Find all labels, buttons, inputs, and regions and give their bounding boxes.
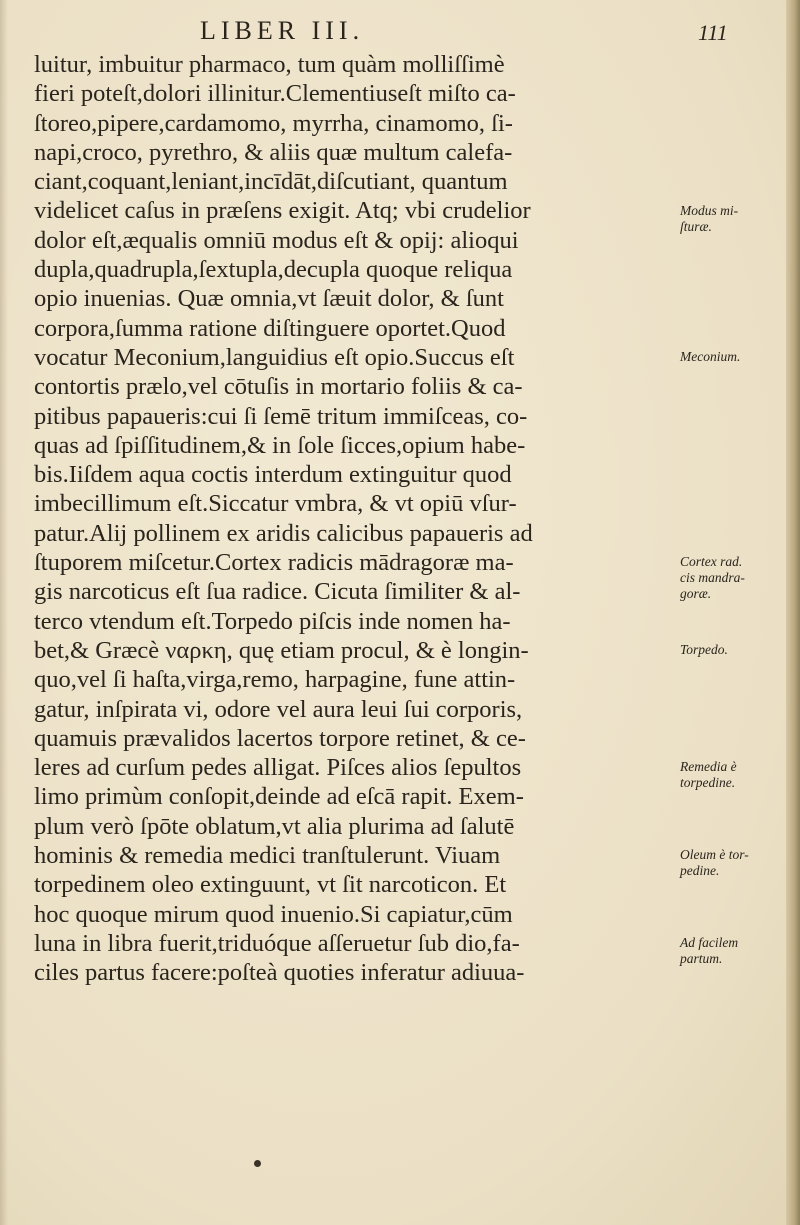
text-line: leres ad curſum pedes alligat. Piſces alios ſepultos [34, 754, 522, 782]
margin-note-remedia [680, 759, 788, 791]
text-line: luna in libra fuerit,triduóque aſſeruetur ſub dio,fa- [34, 929, 520, 957]
margin-note-line: Torpedo. [680, 642, 728, 657]
page-number: 111 [698, 20, 728, 45]
margin-note-line: ſturæ. [680, 218, 712, 234]
text-line: videlicet caſus in præſens exigit. Atq; vbi crudelior [34, 197, 531, 225]
text-line: hoc quoque mirum quod inuenio.Si capiatur,cūm [34, 900, 513, 928]
text-line: gis narcoticus eſt ſua radice. Cicuta ſimiliter & al- [34, 578, 521, 606]
margin-note-line: Modus mi- [680, 202, 739, 218]
text-line: napi,croco, pyrethro, & aliis quæ multum calefa- [34, 138, 513, 166]
text-line: ciant,coquant,leniant,incīdāt,diſcutiant, quantum [34, 168, 508, 196]
text-line: hominis & remedia medici tranſtulerunt. Viuam [34, 842, 501, 870]
text-line: ciles partus facere:poſteà quoties inferatur adiuua- [34, 959, 525, 987]
margin-note-line: partum. [680, 951, 723, 966]
text-line: quas ad ſpiſſitudinem,& in ſole ſicces,opium habe- [34, 431, 526, 459]
margin-note-line: Meconium. [680, 349, 741, 364]
margin-note-line: Ad facilem [680, 935, 739, 950]
text-line: bet,& Græcè ναρκη, quę etiam procul, & è longin- [34, 636, 529, 664]
margin-note-cortex [680, 554, 788, 602]
text-line: terco vtendum eſt.Torpedo piſcis inde nomen ha- [34, 607, 511, 635]
margin-note-line: Remedia è [680, 759, 737, 775]
text-line: plum verò ſpōte oblatum,vt alia plurima ad ſalutē [34, 812, 515, 840]
text-line: dolor eſt,æqualis omniū modus eſt & opij: alioqui [34, 226, 519, 254]
margin-note-line: pedine. [680, 863, 720, 879]
running-head: LIBER III. [200, 16, 365, 45]
text-line: quo,vel ſi haſta,virga,remo, harpagine, fune attin- [34, 666, 516, 694]
page-fore-edge [786, 0, 800, 1225]
text-line: luitur, imbuitur pharmaco, tum quàm molliſſimè [34, 51, 505, 78]
margin-note-torpedo [680, 642, 788, 658]
margin-note-partum [680, 935, 788, 967]
page-header [0, 10, 800, 50]
margin-note-oleum [680, 847, 788, 879]
body-text [34, 50, 674, 988]
ornament-dot [254, 1160, 261, 1167]
text-line: dupla,quadrupla,ſextupla,decupla quoque reliqua [34, 256, 513, 284]
margin-note-line: goræ. [680, 586, 712, 602]
text-line: opio inuenias. Quæ omnia,vt ſæuit dolor, & ſunt [34, 285, 504, 313]
text-line: ſtuporem miſcetur.Cortex radicis mādragoræ ma- [34, 549, 514, 577]
page-gutter-shadow [0, 0, 8, 1225]
text-line: contortis prælo,vel cōtuſis in mortario foliis & ca- [34, 373, 523, 401]
text-line: bis.Iiſdem aqua coctis interdum extinguitur quod [34, 461, 512, 489]
text-line: ſtoreo,pipere,cardamomo, myrrha, cinamomo, ſi- [34, 109, 513, 137]
text-line: torpedinem oleo extinguunt, vt ſit narcoticon. Et [34, 871, 507, 899]
margin-note-line: Cortex rad. [680, 554, 743, 570]
margin-note-modus [680, 203, 788, 235]
text-line: fieri poteſt,dolori illinitur.Clementiuseſt miſto ca- [34, 80, 516, 108]
text-line: pitibus papaueris:cui ſi ſemē tritum immiſceas, co- [34, 402, 528, 430]
margin-note-meconium [680, 349, 788, 365]
text-line: imbecillimum eſt.Siccatur vmbra, & vt opiū vſur- [34, 490, 517, 518]
text-line: limo primùm conſopit,deinde ad eſcā rapit. Exem- [34, 783, 524, 811]
text-line: quamuis prævalidos lacertos torpore retinet, & ce- [34, 724, 526, 752]
text-line: corpora,ſumma ratione diſtinguere oportet.Quod [34, 314, 506, 342]
margin-note-line: cis mandra- [680, 570, 745, 586]
text-line: vocatur Meconium,languidius eſt opio.Succus eſt [34, 343, 515, 371]
text-line: gatur, inſpirata vi, odore vel aura leui ſui corporis, [34, 695, 523, 723]
margin-note-line: torpedine. [680, 775, 736, 791]
margin-note-line: Oleum è tor- [680, 847, 749, 863]
text-line: patur.Alij pollinem ex aridis calicibus papaueris ad [34, 519, 533, 547]
